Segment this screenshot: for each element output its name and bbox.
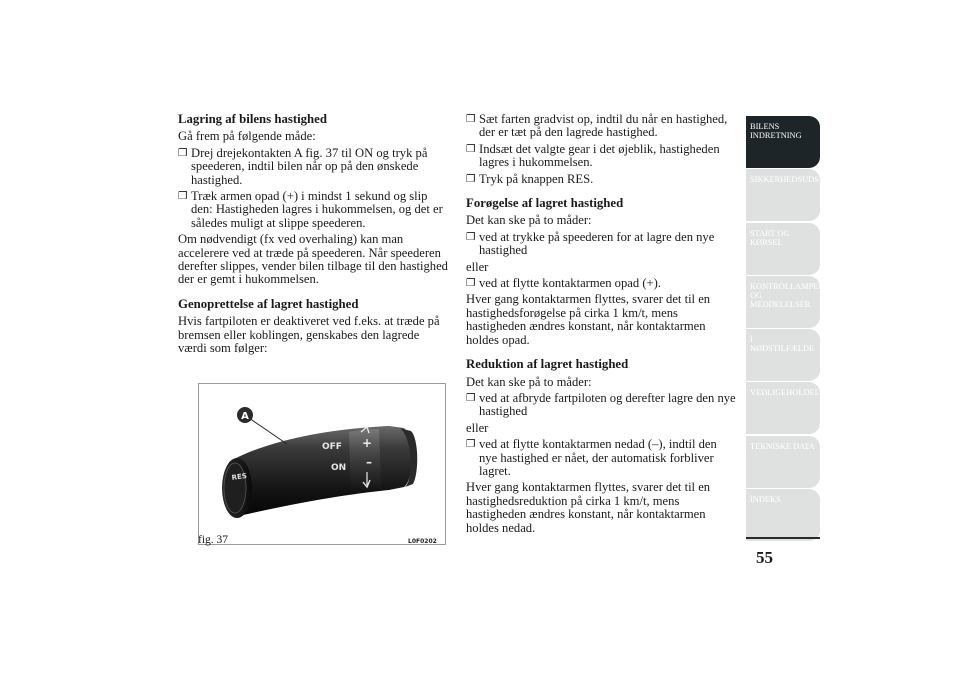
checkbox-bullet-icon: ❒ bbox=[466, 142, 476, 155]
bullet-item: ❒ ved at flytte kontaktarmen opad (+). bbox=[466, 276, 661, 291]
paragraph: Det kan ske på to måder: bbox=[466, 374, 592, 389]
checkbox-bullet-icon: ❒ bbox=[466, 172, 476, 185]
page-number: 55 bbox=[756, 548, 773, 567]
paragraph: Det kan ske på to måder: bbox=[466, 213, 592, 228]
tab-tekniske-data[interactable]: TEKNISKE DATA bbox=[746, 436, 820, 488]
tab-start-og-korsel[interactable]: START OG KØRSEL bbox=[746, 223, 820, 275]
figure-caption: fig. 37 bbox=[198, 534, 229, 546]
checkbox-bullet-icon: ❒ bbox=[178, 190, 188, 203]
bullet-item: ❒ Sæt farten gradvist op, indtil du når en hastighed, der er tæt på den lagrede hastighed. bbox=[466, 112, 728, 140]
tab-kontrollamper[interactable]: KONTROLLAMPER OG MEDDELELSER bbox=[746, 276, 820, 328]
tab-indeks[interactable]: INDEKS bbox=[746, 489, 820, 541]
checkbox-bullet-icon: ❒ bbox=[466, 438, 476, 451]
bullet-item: ❒ Indsæt det valgte gear i det øjeblik, hastigheden lagres i hukommelsen. bbox=[466, 141, 720, 170]
paragraph-or: eller bbox=[466, 259, 489, 274]
tab-divider bbox=[746, 537, 820, 539]
heading-increase-speed: Forøgelse af lagret hastighed bbox=[466, 196, 624, 211]
bullet-item: ❒ ved at afbryde fartpiloten og derefter lagre den nye hastighed bbox=[466, 390, 736, 419]
paragraph: Gå frem på følgende måde: bbox=[178, 129, 316, 144]
paragraph: Hver gang kontaktarmen flyttes, svarer det til en hastighedsreduktion på cirka 1 km/t, mens hastigheden ændres konstant, når kontaktarmen holdes nedad. bbox=[466, 480, 711, 535]
checkbox-bullet-icon: ❒ bbox=[178, 146, 188, 159]
bullet-item: ❒ Tryk på knappen RES. bbox=[466, 171, 594, 186]
paragraph: Om nødvendigt (fx ved overhaling) kan man accelerere ved at træde på speederen. Når speederen derefter slippes, vender bilen tilbage til den hastighed der er gemt i hukommelsen. bbox=[178, 232, 448, 287]
section-tabs bbox=[746, 116, 836, 542]
bullet-item: ❒ ved at trykke på speederen for at lagre den nye hastighed bbox=[466, 229, 715, 258]
tab-vedligeholdelse[interactable]: VEDLIGEHOLDELSE bbox=[746, 382, 820, 434]
heading-store-speed: Lagring af bilens hastighed bbox=[178, 112, 327, 126]
callout-label: A bbox=[241, 411, 249, 422]
checkbox-bullet-icon: ❒ bbox=[466, 277, 476, 290]
on-label: ON bbox=[331, 463, 347, 473]
checkbox-bullet-icon: ❒ bbox=[466, 230, 476, 243]
right-column bbox=[466, 113, 738, 538]
tab-i-nodstilfaelde[interactable]: I NØDSTILFÆLDE bbox=[746, 329, 820, 381]
checkbox-bullet-icon: ❒ bbox=[466, 391, 476, 404]
figure-code: L0F0202 bbox=[408, 538, 437, 545]
plus-label: + bbox=[362, 436, 373, 450]
paragraph-or: eller bbox=[466, 420, 489, 435]
left-column bbox=[178, 113, 450, 359]
off-label: OFF bbox=[322, 442, 342, 452]
checkbox-bullet-icon: ❒ bbox=[466, 113, 476, 125]
tab-sikkerhedsudstyr[interactable]: SIKKERHEDSUDSTYR bbox=[746, 169, 820, 221]
tab-bilens-indretning[interactable]: BILENS INDRETNING bbox=[746, 116, 820, 168]
bullet-item: ❒ Drej drejekontakten A fig. 37 til ON og tryk på speederen, indtil bilen når op på den ønskede hastighed. bbox=[178, 145, 428, 187]
paragraph: Hver gang kontaktarmen flyttes, svarer det til en hastighedsforøgelse på cirka 1 km/t, mens hastigheden ændres konstant, når kontaktarmen holdes opad. bbox=[466, 292, 711, 347]
bullet-item: ❒ Træk armen opad (+) i mindst 1 sekund og slip den: Hastigheden lagres i hukommelsen, og det er således muligt at slippe speederen. bbox=[178, 189, 443, 230]
heading-reduce-speed: Reduktion af lagret hastighed bbox=[466, 357, 629, 372]
cruise-control-lever-illustration bbox=[199, 384, 445, 544]
bullet-item: ❒ ved at flytte kontaktarmen nedad (–), indtil den nye hastighed er nået, der automatisk forbliver lagret. bbox=[466, 437, 717, 478]
figure-cruise-control-lever bbox=[198, 383, 446, 545]
paragraph: Hvis fartpiloten er deaktiveret ved f.eks. at træde på bremsen eller koblingen, genskabes den lagrede værdi som følger: bbox=[178, 314, 440, 356]
minus-label: – bbox=[366, 455, 372, 469]
res-label: RES bbox=[231, 471, 248, 482]
heading-restore-speed: Genoprettelse af lagret hastighed bbox=[178, 296, 359, 311]
